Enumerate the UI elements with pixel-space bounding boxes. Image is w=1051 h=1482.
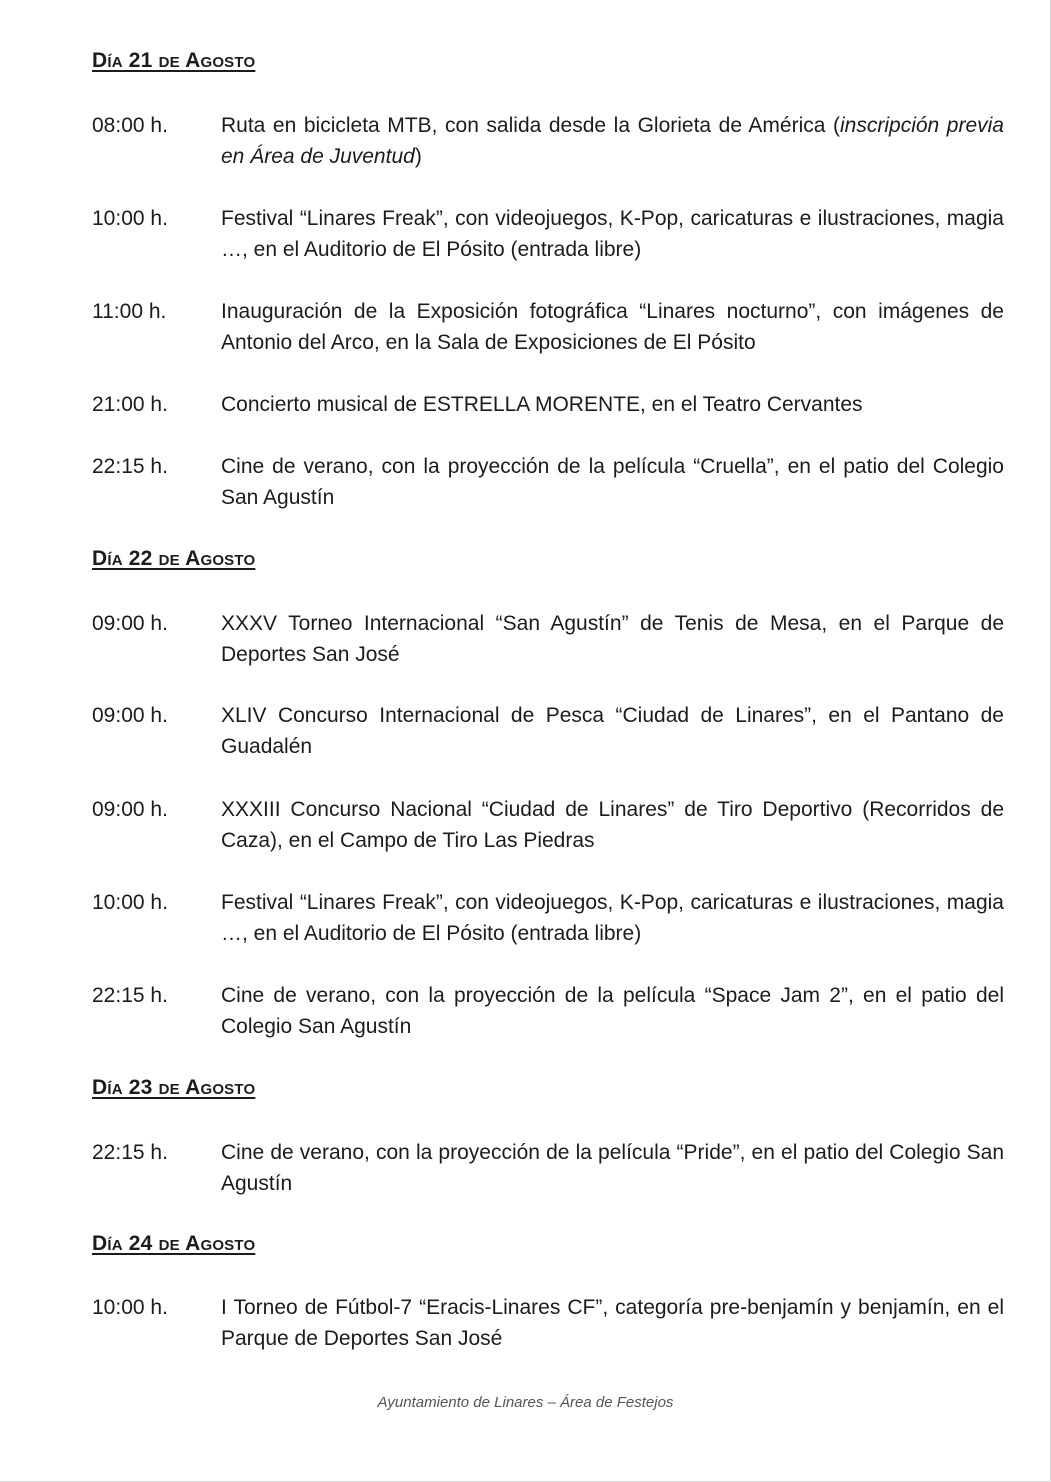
event-row (92, 794, 1004, 856)
event-description: Festival “Linares Freak”, con videojuegos, K-Pop, caricaturas e ilustraciones, magia …, en el Auditorio de El Pósito (entrada libre) (221, 207, 1004, 261)
event-time: 10:00 h. (92, 1296, 168, 1319)
day-section-24 (92, 1233, 1004, 1255)
event-row (92, 110, 1004, 172)
event-description: XLIV Concurso Internacional de Pesca “Ciudad de Linares”, en el Pantano de Guadalén (221, 704, 1004, 758)
day-heading: Día 23 de Agosto (92, 1076, 256, 1099)
event-description: Ruta en bicicleta MTB, con salida desde la Glorieta de América (inscripción previa en Área de Juventud) (221, 114, 1004, 168)
event-description: Inauguración de la Exposición fotográfica “Linares nocturno”, con imágenes de Antonio del Arco, en la Sala de Exposiciones de El Pósito (221, 300, 1004, 354)
event-description: Concierto musical de ESTRELLA MORENTE, en el Teatro Cervantes (221, 393, 863, 416)
event-time: 21:00 h. (92, 393, 168, 416)
event-description: XXXV Torneo Internacional “San Agustín” de Tenis de Mesa, en el Parque de Deportes San José (221, 612, 1004, 666)
day-heading: Día 22 de Agosto (92, 547, 256, 570)
event-time: 10:00 h. (92, 207, 168, 230)
day-section-21 (92, 50, 1004, 72)
day-heading: Día 21 de Agosto (92, 49, 256, 72)
event-row (92, 296, 1004, 358)
event-time: 09:00 h. (92, 612, 168, 635)
event-row (92, 203, 1004, 265)
event-row (92, 1137, 1004, 1199)
event-time: 11:00 h. (92, 300, 167, 323)
event-time: 10:00 h. (92, 891, 168, 914)
event-time: 22:15 h. (92, 455, 168, 478)
event-row (92, 608, 1004, 670)
event-row (92, 451, 1004, 513)
day-section-22 (92, 548, 1004, 570)
event-description: Cine de verano, con la proyección de la película “Space Jam 2”, en el patio del Colegio San Agustín (221, 984, 1004, 1038)
day-section-23 (92, 1077, 1004, 1099)
event-description: Cine de verano, con la proyección de la película “Pride”, en el patio del Colegio San Agustín (221, 1141, 1004, 1195)
event-row (92, 1292, 1004, 1354)
event-time: 09:00 h. (92, 704, 168, 727)
page-footer: Ayuntamiento de Linares – Área de Festejos (377, 1394, 674, 1411)
event-row (92, 700, 1004, 762)
day-heading: Día 24 de Agosto (92, 1232, 256, 1255)
event-description: Cine de verano, con la proyección de la película “Cruella”, en el patio del Colegio San Agustín (221, 455, 1004, 509)
event-row (92, 887, 1004, 949)
event-time: 22:15 h. (92, 984, 168, 1007)
event-description: XXXIII Concurso Nacional “Ciudad de Linares” de Tiro Deportivo (Recorridos de Caza), en el Campo de Tiro Las Piedras (221, 798, 1004, 852)
event-time: 09:00 h. (92, 798, 168, 821)
event-row (92, 389, 1004, 420)
event-description: Festival “Linares Freak”, con videojuegos, K-Pop, caricaturas e ilustraciones, magia …, en el Auditorio de El Pósito (entrada libre) (221, 891, 1004, 945)
event-description: I Torneo de Fútbol-7 “Eracis-Linares CF”, categoría pre-benjamín y benjamín, en el Parque de Deportes San José (221, 1296, 1004, 1350)
event-row (92, 980, 1004, 1042)
event-italic-note: inscripción previa en Área de Juventud (221, 114, 1004, 168)
event-time: 22:15 h. (92, 1141, 168, 1164)
event-time: 08:00 h. (92, 114, 168, 137)
